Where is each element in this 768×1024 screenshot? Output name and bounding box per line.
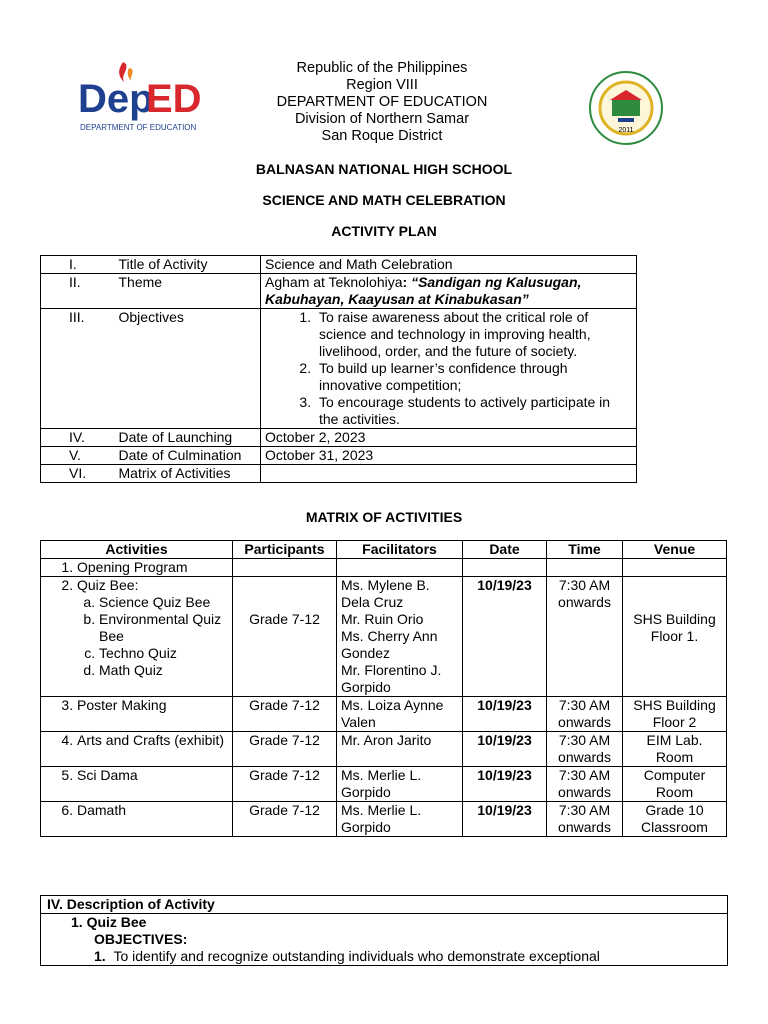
table-row: [41, 732, 727, 767]
list-item: a. Science Quiz Bee: [99, 594, 228, 611]
list-item: [77, 577, 228, 679]
facilitators-cell: Ms. Merlie L. Gorpido: [337, 767, 463, 802]
list-item: 3. To encourage students to actively participate in the activities.: [315, 394, 632, 428]
description-item: 1. Quiz Bee: [71, 914, 147, 930]
header-republic: Republic of the Philippines: [296, 60, 468, 76]
table-row: [41, 697, 727, 732]
table-row: [41, 447, 637, 465]
date-cell: 10/19/23: [463, 732, 547, 767]
facilitator: Ms. Mylene B. Dela Cruz: [341, 577, 430, 610]
participants-cell: Grade 7-12: [233, 577, 337, 697]
table-row: [41, 577, 727, 697]
list-item: b. Environmental Quiz Bee: [99, 611, 228, 645]
table-row: [41, 896, 728, 914]
venue-cell: EIM Lab. Room: [623, 732, 727, 767]
header-department: DEPARTMENT OF EDUCATION: [276, 94, 488, 110]
list-item: 1. To raise awareness about the critical role of science and technology in improving health, livelihood, order, and the future of society.: [315, 309, 632, 360]
letterhead: [222, 60, 542, 145]
facilitator: Mr. Florentino J. Gorpido: [341, 662, 442, 695]
plan-heading: ACTIVITY PLAN: [331, 223, 437, 239]
column-header: Facilitators: [337, 541, 463, 559]
activity-cell: [41, 697, 233, 732]
school-seal-year: 2011: [618, 127, 634, 134]
header-region: Region VIII: [346, 77, 418, 93]
column-header: Time: [547, 541, 623, 559]
time-cell: 7:30 AM onwards: [547, 767, 623, 802]
description-body: [41, 914, 728, 966]
facilitators-cell: Mr. Aron Jarito: [337, 732, 463, 767]
table-row: [41, 767, 727, 802]
matrix-table: [40, 540, 727, 837]
deped-logo: [76, 60, 202, 136]
list-item: 4. Arts and Crafts (exhibit): [77, 732, 228, 749]
deped-wordmark-dep: Dep: [78, 77, 154, 121]
objective-line: [41, 948, 723, 965]
description-table: [40, 895, 728, 966]
header-district: San Roque District: [321, 128, 443, 144]
time-cell: 7:30 AM onwards: [547, 577, 623, 697]
deped-caption: DEPARTMENT OF EDUCATION: [80, 123, 197, 132]
objective-text: To identify and recognize outstanding individuals who demonstrate exceptional: [113, 948, 600, 964]
column-header: Activities: [41, 541, 233, 559]
plan-value: October 31, 2023: [261, 447, 637, 465]
matrix-heading: MATRIX OF ACTIVITIES: [305, 509, 463, 525]
venue-cell: Grade 10 Classroom: [623, 802, 727, 837]
plan-value-objectives: [261, 309, 637, 429]
list-item: 1. Opening Program: [77, 559, 228, 576]
table-row: [41, 274, 637, 309]
column-header: Participants: [233, 541, 337, 559]
activity-cell: [41, 577, 233, 697]
column-header: Venue: [623, 541, 727, 559]
list-item: 2. To build up learner’s confidence through innovative competition;: [315, 360, 632, 394]
table-row: [41, 309, 637, 429]
venue-cell: Computer Room: [623, 767, 727, 802]
plan-label: Date of Launching: [117, 429, 261, 447]
plan-value: [261, 465, 637, 483]
table-row: [41, 429, 637, 447]
participants-cell: Grade 7-12: [233, 732, 337, 767]
plan-num: IV.: [41, 429, 117, 447]
list-item: d. Math Quiz: [99, 662, 228, 679]
facilitator: Ms. Cherry Ann Gondez: [341, 628, 438, 661]
plan-num: VI.: [41, 465, 117, 483]
table-row: [41, 559, 727, 577]
list-item: 5. Sci Dama: [77, 767, 228, 784]
plan-num: II.: [41, 274, 117, 309]
description-title: IV. Description of Activity: [41, 896, 728, 914]
facilitators-cell: Ms. Loiza Aynne Valen: [337, 697, 463, 732]
participants-cell: Grade 7-12: [233, 697, 337, 732]
plan-label: Theme: [117, 274, 261, 309]
school-seal-logo: [588, 70, 664, 146]
objectives-list: [265, 309, 632, 428]
plan-num: III.: [41, 309, 117, 429]
activity-cell: [41, 559, 233, 577]
table-row: [41, 256, 637, 274]
theme-plain: Agham at Teknolohiya: [265, 274, 403, 290]
list-item: 3. Poster Making: [77, 697, 228, 714]
venue-cell: SHS Building Floor 2: [623, 697, 727, 732]
plan-num: V.: [41, 447, 117, 465]
facilitator: Mr. Ruin Orio: [341, 611, 424, 627]
objective-num: 1.: [94, 948, 106, 964]
time-cell: 7:30 AM onwards: [547, 732, 623, 767]
table-row: [41, 802, 727, 837]
quiz-title: Quiz Bee:: [77, 577, 139, 593]
table-row: [41, 465, 637, 483]
plan-label: Matrix of Activities: [117, 465, 261, 483]
activity-cell: [41, 802, 233, 837]
date-cell: 10/19/23: [463, 577, 547, 697]
table-row: [41, 914, 728, 966]
theme-bold: “Sandigan ng Kalusugan, Kabuhayan, Kaayusan at Kinabukasan”: [265, 274, 582, 307]
list-item: 6. Damath: [77, 802, 228, 819]
event-name: SCIENCE AND MATH CELEBRATION: [262, 192, 506, 208]
facilitators-cell: [337, 577, 463, 697]
date-cell: 10/19/23: [463, 697, 547, 732]
facilitators-cell: Ms. Merlie L. Gorpido: [337, 802, 463, 837]
activity-cell: [41, 732, 233, 767]
school-name: BALNASAN NATIONAL HIGH SCHOOL: [255, 161, 513, 177]
objectives-label: OBJECTIVES:: [94, 931, 188, 947]
theme-colon: :: [402, 274, 408, 290]
plan-label: Title of Activity: [117, 256, 261, 274]
time-cell: 7:30 AM onwards: [547, 802, 623, 837]
list-item: c. Techno Quiz: [99, 645, 228, 662]
participants-cell: Grade 7-12: [233, 767, 337, 802]
column-header: Date: [463, 541, 547, 559]
participants-cell: Grade 7-12: [233, 802, 337, 837]
plan-value-theme: [261, 274, 637, 309]
time-cell: 7:30 AM onwards: [547, 697, 623, 732]
activity-plan-table: [40, 255, 637, 483]
deped-wordmark-ed: ED: [146, 77, 202, 121]
plan-value: Science and Math Celebration: [261, 256, 637, 274]
date-cell: 10/19/23: [463, 802, 547, 837]
activity-cell: [41, 767, 233, 802]
plan-label: Objectives: [117, 309, 261, 429]
date-cell: 10/19/23: [463, 767, 547, 802]
plan-label: Date of Culmination: [117, 447, 261, 465]
table-header-row: [41, 541, 727, 559]
header-division: Division of Northern Samar: [294, 111, 470, 127]
plan-value: October 2, 2023: [261, 429, 637, 447]
venue-cell: SHS Building Floor 1.: [623, 577, 727, 697]
quiz-sub-list: [77, 594, 228, 679]
plan-num: I.: [41, 256, 117, 274]
